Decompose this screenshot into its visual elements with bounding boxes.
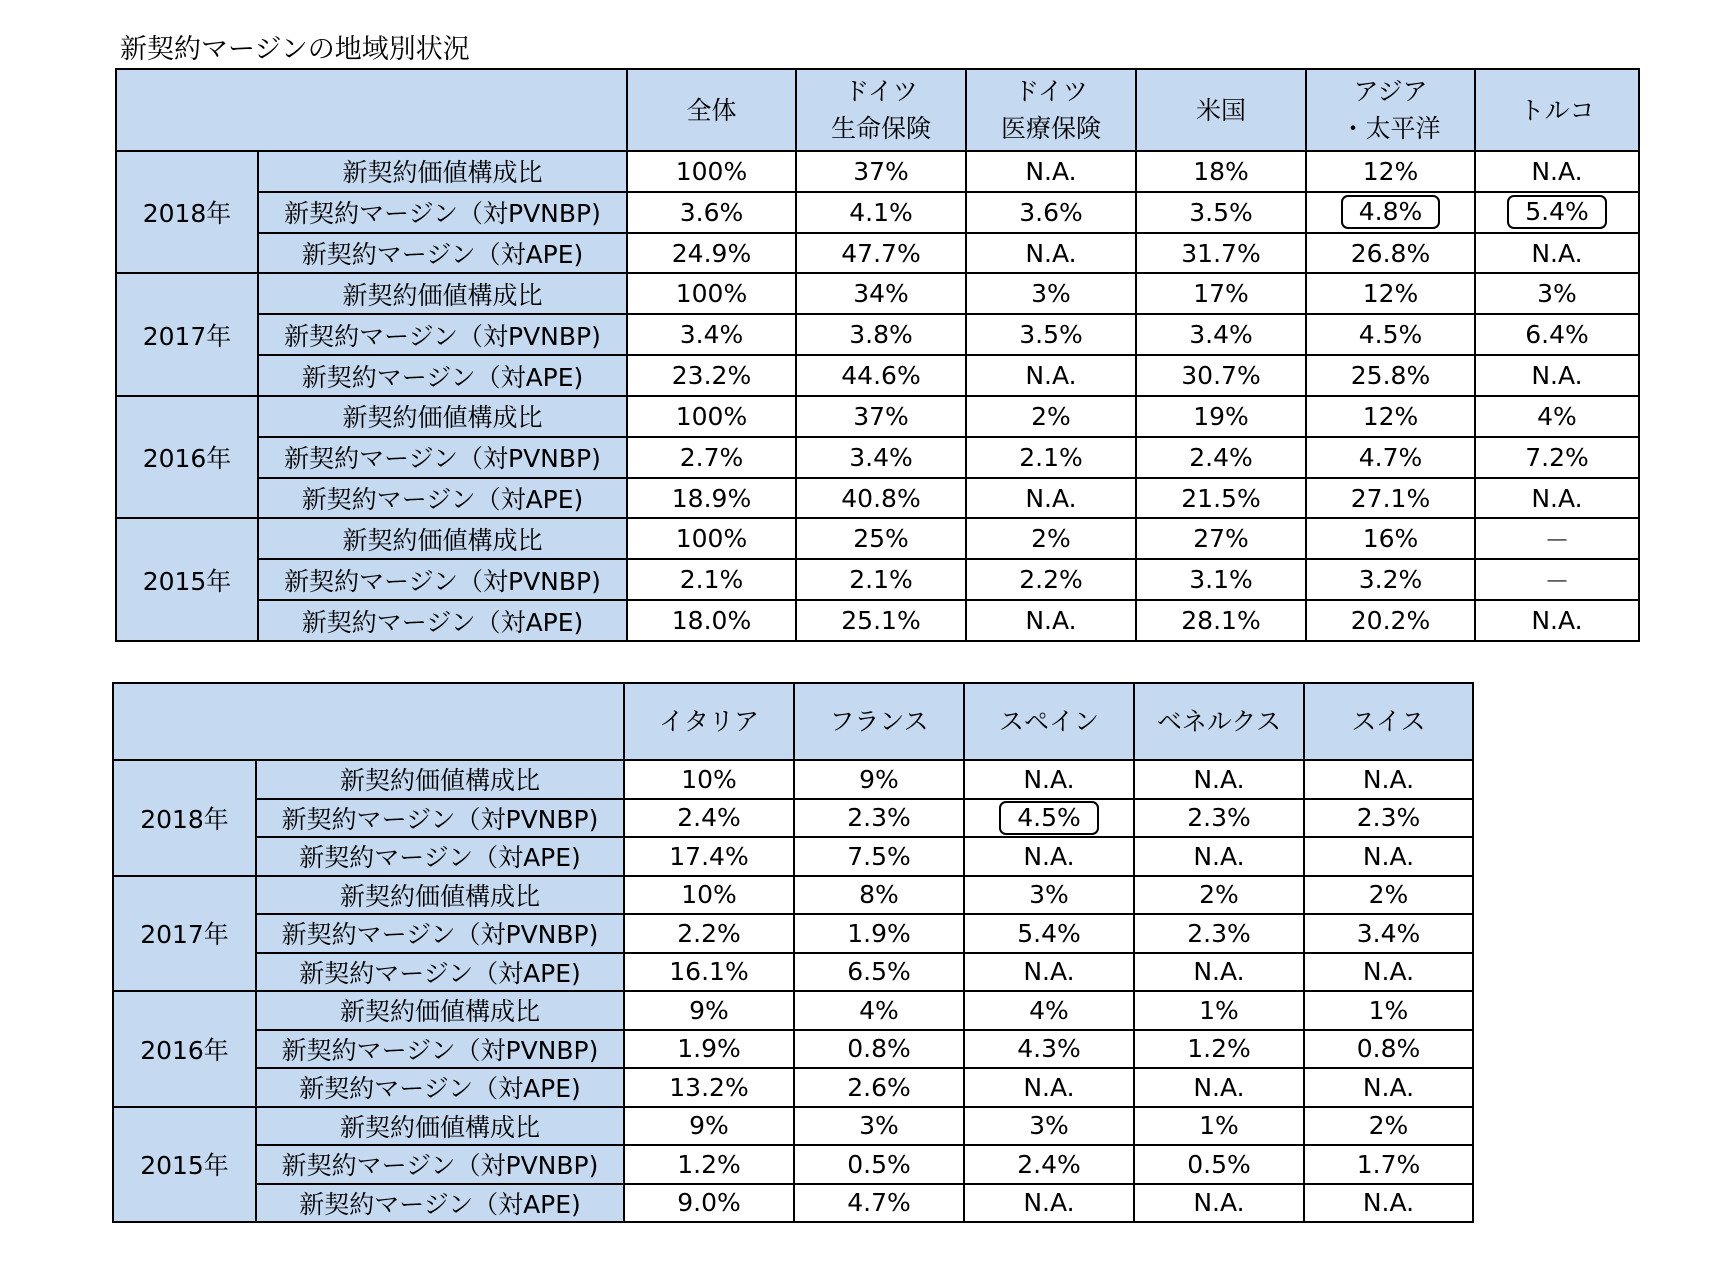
value-cell: 3.6%: [966, 192, 1136, 233]
value-cell: 3.4%: [796, 437, 966, 478]
column-header-スペイン: [964, 683, 1134, 760]
value-cell: N.A.: [1304, 953, 1473, 992]
row-label: 新契約価値構成比: [258, 273, 627, 314]
row-label: 新契約マージン（対APE): [256, 1184, 624, 1223]
table-row: [116, 518, 1639, 559]
column-header-line: スイス: [1351, 707, 1426, 736]
row-label: 新契約マージン（対PVNBP): [256, 799, 624, 838]
table-row: [116, 314, 1639, 355]
value-cell: 7.2%: [1475, 437, 1639, 478]
value-cell: 4.5%: [1306, 314, 1475, 355]
row-label: 新契約マージン（対PVNBP): [258, 559, 627, 600]
value-cell: 2.3%: [794, 799, 964, 838]
value-cell: 2.2%: [966, 559, 1136, 600]
value-cell: N.A.: [1475, 600, 1639, 641]
table-row: [116, 559, 1639, 600]
year-label: 2016年: [113, 991, 256, 1107]
table-row: [113, 876, 1473, 915]
value-cell: 7.5%: [794, 837, 964, 876]
value-cell: 25.1%: [796, 600, 966, 641]
value-cell: N.A.: [964, 1184, 1134, 1223]
value-cell: 3%: [1475, 273, 1639, 314]
table-row: [113, 1145, 1473, 1184]
row-label: 新契約マージン（対APE): [258, 478, 627, 519]
column-header-line: 全体: [686, 95, 737, 125]
value-cell: N.A.: [1304, 837, 1473, 876]
value-cell: 25.8%: [1306, 355, 1475, 396]
value-cell: 2.4%: [624, 799, 794, 838]
value-cell: 1.2%: [624, 1145, 794, 1184]
row-label: 新契約マージン（対APE): [258, 355, 627, 396]
column-header-ベネルクス: [1134, 683, 1304, 760]
year-label: 2015年: [116, 518, 258, 640]
value-cell: 2.4%: [964, 1145, 1134, 1184]
row-label: 新契約価値構成比: [258, 396, 627, 437]
value-cell: 2.1%: [627, 559, 796, 600]
table-row: [116, 192, 1639, 233]
value-cell: N.A.: [964, 1068, 1134, 1107]
value-cell: 27%: [1136, 518, 1306, 559]
table-row: [113, 799, 1473, 838]
value-cell: 4%: [1475, 396, 1639, 437]
value-cell: 37%: [796, 396, 966, 437]
row-label: 新契約マージン（対PVNBP): [256, 914, 624, 953]
value-cell: 100%: [627, 273, 796, 314]
value-cell: 3.5%: [966, 314, 1136, 355]
value-cell: 100%: [627, 396, 796, 437]
column-header-line: ベネルクス: [1156, 707, 1282, 736]
column-header-line: ・太平洋: [1340, 114, 1441, 143]
column-header-line: 米国: [1195, 95, 1246, 125]
column-header-line: 医療保険: [1000, 114, 1101, 143]
column-header-line: トルコ: [1519, 95, 1595, 125]
value-cell: 2%: [1304, 876, 1473, 915]
value-cell: －: [1475, 518, 1639, 559]
value-cell: 3.4%: [1136, 314, 1306, 355]
value-cell: 3%: [966, 273, 1136, 314]
value-cell: N.A.: [964, 953, 1134, 992]
column-header-フランス: [794, 683, 964, 760]
column-header-line: アジア: [1353, 77, 1428, 106]
value-cell: N.A.: [966, 355, 1136, 396]
value-cell: 1%: [1134, 991, 1304, 1030]
value-cell: 19%: [1136, 396, 1306, 437]
value-cell: 17.4%: [624, 837, 794, 876]
value-cell: 18.0%: [627, 600, 796, 641]
table-row: [113, 1030, 1473, 1069]
value-cell: 2%: [966, 396, 1136, 437]
value-cell: 4.7%: [1306, 437, 1475, 478]
value-cell: N.A.: [1134, 837, 1304, 876]
highlighted-value: 5.4%: [1507, 195, 1607, 229]
column-header-line: フランス: [829, 707, 929, 736]
table-row: [116, 396, 1639, 437]
value-cell: N.A.: [1134, 1068, 1304, 1107]
value-cell: 3%: [964, 876, 1134, 915]
value-cell: 37%: [796, 151, 966, 192]
value-cell: N.A.: [966, 151, 1136, 192]
value-cell: 27.1%: [1306, 478, 1475, 519]
value-cell: 26.8%: [1306, 233, 1475, 274]
value-cell: 2.4%: [1136, 437, 1306, 478]
row-label: 新契約価値構成比: [256, 991, 624, 1030]
value-cell: 2.3%: [1134, 799, 1304, 838]
row-label: 新契約マージン（対PVNBP): [258, 192, 627, 233]
column-header-イタリア: [624, 683, 794, 760]
row-label: 新契約マージン（対APE): [258, 600, 627, 641]
region-margin-table-2: [112, 682, 1474, 1223]
value-cell: 2.1%: [796, 559, 966, 600]
year-label: 2018年: [113, 760, 256, 876]
row-label: 新契約マージン（対PVNBP): [256, 1030, 624, 1069]
value-cell: 44.6%: [796, 355, 966, 396]
value-cell: N.A.: [966, 478, 1136, 519]
highlighted-value: 4.5%: [999, 801, 1099, 835]
column-header-line: 生命保険: [830, 114, 931, 143]
table-row: [116, 478, 1639, 519]
value-cell: 0.5%: [1134, 1145, 1304, 1184]
value-cell: 0.8%: [1304, 1030, 1473, 1069]
row-label: 新契約価値構成比: [258, 151, 627, 192]
table-row: [113, 1184, 1473, 1223]
value-cell: 4.7%: [794, 1184, 964, 1223]
row-label: 新契約価値構成比: [256, 760, 624, 799]
table-row: [116, 437, 1639, 478]
value-cell: 4.1%: [796, 192, 966, 233]
value-cell: 3.4%: [1304, 914, 1473, 953]
year-label: 2017年: [113, 876, 256, 992]
value-cell: 3%: [794, 1107, 964, 1146]
table-row: [116, 151, 1639, 192]
table-row: [113, 991, 1473, 1030]
value-cell: N.A.: [1304, 760, 1473, 799]
value-cell: 12%: [1306, 273, 1475, 314]
row-label: 新契約価値構成比: [256, 1107, 624, 1146]
value-cell: 4%: [794, 991, 964, 1030]
value-cell: 17%: [1136, 273, 1306, 314]
value-cell: 28.1%: [1136, 600, 1306, 641]
value-cell: 5.4%: [964, 914, 1134, 953]
header-corner: [113, 683, 624, 760]
value-cell: 18.9%: [627, 478, 796, 519]
value-cell: N.A.: [1475, 478, 1639, 519]
value-cell: 2.7%: [627, 437, 796, 478]
value-cell: N.A.: [1134, 953, 1304, 992]
value-cell: 16%: [1306, 518, 1475, 559]
value-cell: 1.7%: [1304, 1145, 1473, 1184]
value-cell: 0.8%: [794, 1030, 964, 1069]
column-header-全体: [627, 69, 796, 151]
value-cell: 1%: [1304, 991, 1473, 1030]
value-cell: 2.2%: [624, 914, 794, 953]
value-cell: 2.3%: [1304, 799, 1473, 838]
year-label: 2018年: [116, 151, 258, 273]
value-cell: 3.5%: [1136, 192, 1306, 233]
value-cell: 12%: [1306, 151, 1475, 192]
table-row: [116, 273, 1639, 314]
value-cell: 9.0%: [624, 1184, 794, 1223]
column-header-トルコ: [1475, 69, 1639, 151]
value-cell: 13.2%: [624, 1068, 794, 1107]
year-label: 2017年: [116, 273, 258, 395]
value-cell: 12%: [1306, 396, 1475, 437]
table-row: [113, 1107, 1473, 1146]
value-cell: 23.2%: [627, 355, 796, 396]
value-cell: 3.4%: [627, 314, 796, 355]
row-label: 新契約マージン（対PVNBP): [258, 437, 627, 478]
value-cell: 25%: [796, 518, 966, 559]
value-cell: 6.4%: [1475, 314, 1639, 355]
table-row: [113, 1068, 1473, 1107]
value-cell: 9%: [624, 991, 794, 1030]
value-cell: N.A.: [1304, 1068, 1473, 1107]
value-cell: 47.7%: [796, 233, 966, 274]
value-cell: N.A.: [966, 600, 1136, 641]
value-cell: 1%: [1134, 1107, 1304, 1146]
value-cell: N.A.: [1304, 1184, 1473, 1223]
table-row: [113, 953, 1473, 992]
value-cell: 40.8%: [796, 478, 966, 519]
value-cell: 24.9%: [627, 233, 796, 274]
value-cell: 100%: [627, 151, 796, 192]
value-cell: 0.5%: [794, 1145, 964, 1184]
highlighted-value: 4.8%: [1341, 195, 1441, 229]
column-header-米国: [1136, 69, 1306, 151]
year-label: 2015年: [113, 1107, 256, 1223]
value-cell: 30.7%: [1136, 355, 1306, 396]
row-label: 新契約マージン（対APE): [256, 837, 624, 876]
table-row: [113, 760, 1473, 799]
value-cell: 2.1%: [966, 437, 1136, 478]
value-cell: 6.5%: [794, 953, 964, 992]
row-label: 新契約マージン（対APE): [256, 953, 624, 992]
value-cell: 21.5%: [1136, 478, 1306, 519]
column-header-line: ドイツ: [844, 77, 918, 106]
value-cell: 20.2%: [1306, 600, 1475, 641]
value-cell: N.A.: [964, 837, 1134, 876]
value-cell: 2.6%: [794, 1068, 964, 1107]
table-row: [113, 837, 1473, 876]
column-header-アジア太平洋: [1306, 69, 1475, 151]
value-cell: N.A.: [1134, 1184, 1304, 1223]
table-row: [116, 233, 1639, 274]
value-cell: 3.1%: [1136, 559, 1306, 600]
value-cell: 1.2%: [1134, 1030, 1304, 1069]
value-cell: 34%: [796, 273, 966, 314]
value-cell: 3.6%: [627, 192, 796, 233]
column-header-スイス: [1304, 683, 1473, 760]
value-cell: 10%: [624, 760, 794, 799]
table-row: [116, 355, 1639, 396]
value-cell: [964, 799, 1134, 838]
page-title: 新契約マージンの地域別状況: [120, 34, 470, 65]
value-cell: 4%: [964, 991, 1134, 1030]
row-label: 新契約マージン（対PVNBP): [256, 1145, 624, 1184]
value-cell: 10%: [624, 876, 794, 915]
value-cell: N.A.: [1475, 233, 1639, 274]
value-cell: 9%: [624, 1107, 794, 1146]
value-cell: 16.1%: [624, 953, 794, 992]
column-header-line: イタリア: [658, 707, 759, 736]
value-cell: 2.3%: [1134, 914, 1304, 953]
column-header-ドイツ医療保険: [966, 69, 1136, 151]
value-cell: [1475, 192, 1639, 233]
row-label: 新契約マージン（対APE): [258, 233, 627, 274]
header-row: [113, 683, 1473, 760]
header-row: [116, 69, 1639, 151]
value-cell: N.A.: [966, 233, 1136, 274]
value-cell: 9%: [794, 760, 964, 799]
value-cell: N.A.: [964, 760, 1134, 799]
value-cell: 18%: [1136, 151, 1306, 192]
column-header-line: スペイン: [998, 707, 1099, 736]
row-label: 新契約価値構成比: [258, 518, 627, 559]
value-cell: 1.9%: [794, 914, 964, 953]
column-header-line: ドイツ: [1014, 77, 1088, 106]
value-cell: －: [1475, 559, 1639, 600]
value-cell: 3.2%: [1306, 559, 1475, 600]
year-label: 2016年: [116, 396, 258, 518]
row-label: 新契約価値構成比: [256, 876, 624, 915]
value-cell: 3%: [964, 1107, 1134, 1146]
value-cell: N.A.: [1475, 151, 1639, 192]
column-header-ドイツ生命保険: [796, 69, 966, 151]
value-cell: 2%: [1304, 1107, 1473, 1146]
region-margin-table-1: [115, 68, 1640, 642]
value-cell: 1.9%: [624, 1030, 794, 1069]
value-cell: 3.8%: [796, 314, 966, 355]
row-label: 新契約マージン（対PVNBP): [258, 314, 627, 355]
value-cell: 4.3%: [964, 1030, 1134, 1069]
table-row: [116, 600, 1639, 641]
value-cell: 2%: [1134, 876, 1304, 915]
value-cell: N.A.: [1475, 355, 1639, 396]
table-row: [113, 914, 1473, 953]
value-cell: 8%: [794, 876, 964, 915]
row-label: 新契約マージン（対APE): [256, 1068, 624, 1107]
value-cell: N.A.: [1134, 760, 1304, 799]
value-cell: [1306, 192, 1475, 233]
value-cell: 31.7%: [1136, 233, 1306, 274]
value-cell: 100%: [627, 518, 796, 559]
header-corner: [116, 69, 627, 151]
value-cell: 2%: [966, 518, 1136, 559]
